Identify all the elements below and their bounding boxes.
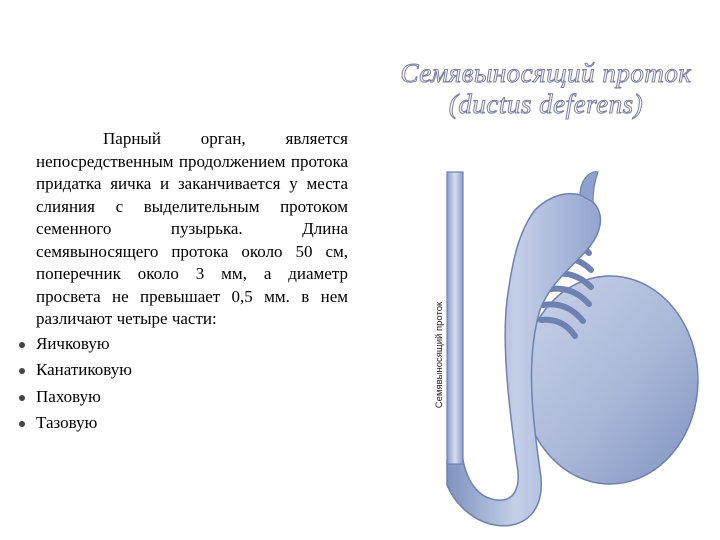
ductus-deferens-shape	[447, 172, 463, 464]
list-item: Тазовую	[36, 410, 348, 437]
parts-list	[36, 331, 348, 437]
list-item: Канатиковую	[36, 357, 348, 384]
bullet-icon	[19, 395, 25, 401]
body-text	[36, 128, 348, 437]
anatomy-figure	[415, 150, 710, 535]
title-line-2: (ductus deferens)	[448, 89, 644, 119]
bullet-icon	[19, 421, 25, 427]
list-item: Паховую	[36, 384, 348, 411]
bullet-icon	[19, 342, 25, 348]
bullet-icon	[19, 368, 25, 374]
list-item: Яичковую	[36, 331, 348, 358]
slide-title	[396, 58, 696, 120]
testis-ductus-illustration	[415, 150, 710, 535]
ductus-vertical-label: Семявыносящий проток	[434, 301, 445, 409]
description-paragraph: Парный орган, является непосредственным продолжением протока придатка яичка и заканчивается у места слияния с выделительным протоком семенного пузырька. Длина семявыносящего протока около 50 см, поперечник около 3 мм, а диаметр просвета не превышает 0,5 мм. в нем различают четыре части:	[36, 129, 348, 328]
title-line-1: Семявыносящий проток	[400, 58, 692, 88]
